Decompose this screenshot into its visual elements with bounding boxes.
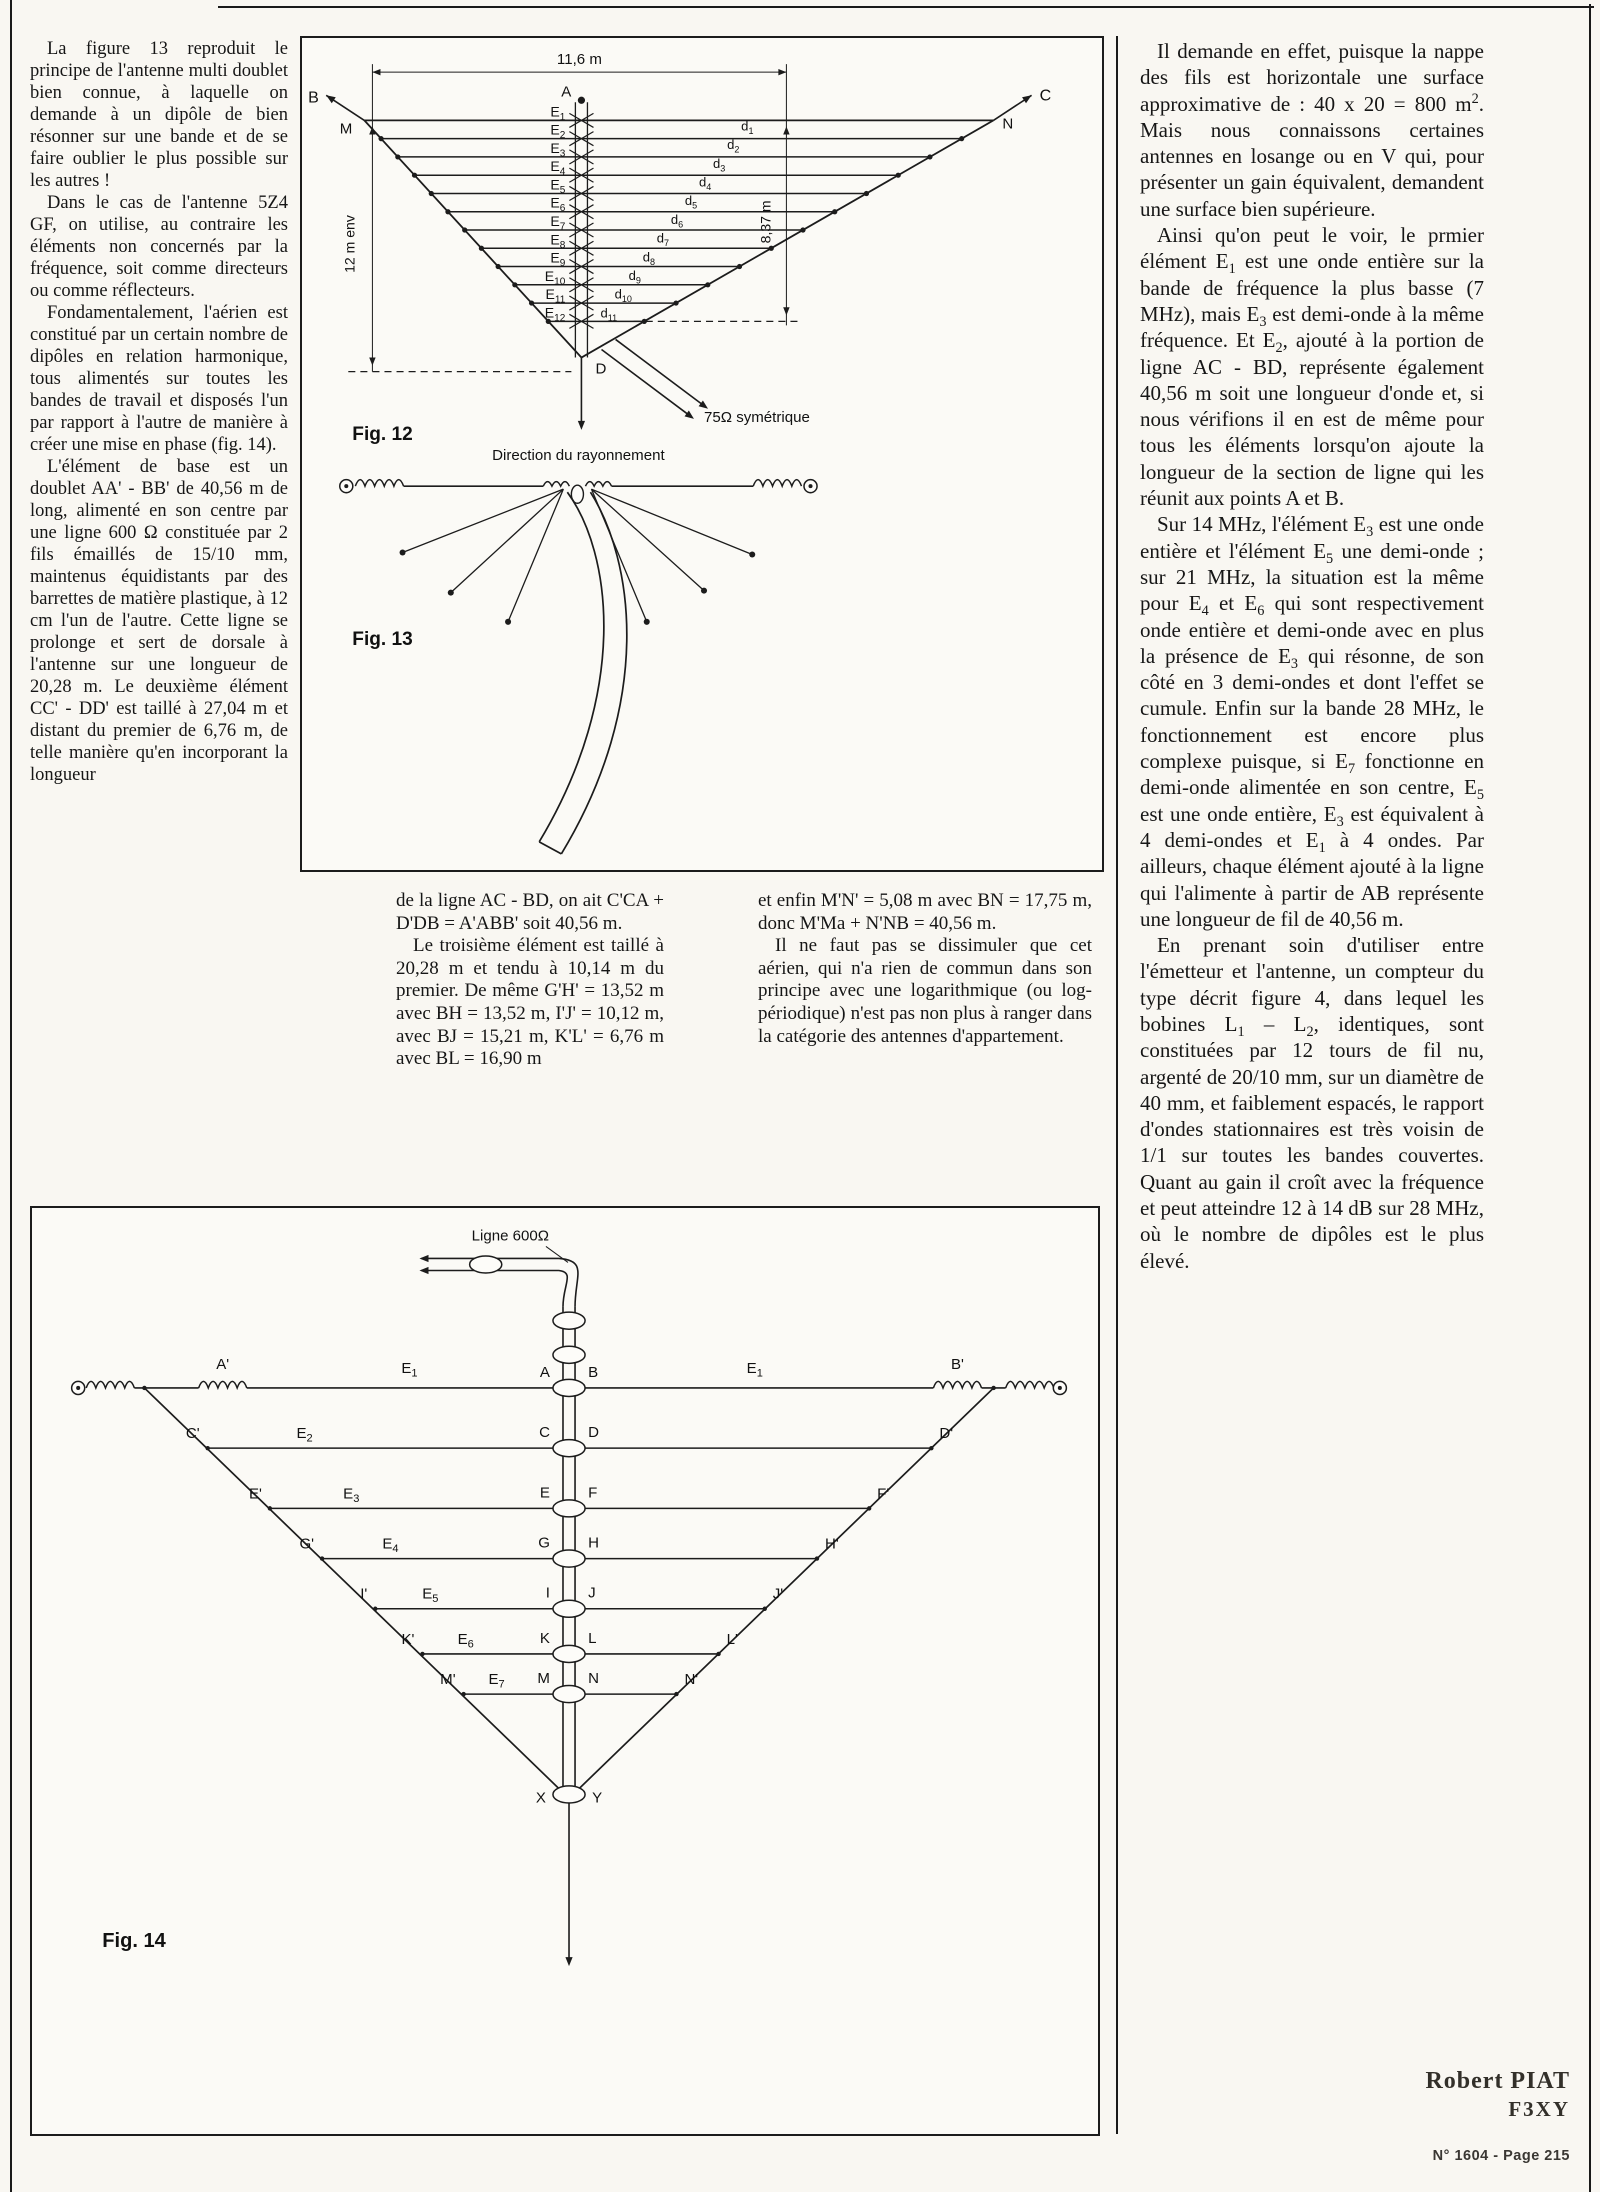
spacer-oval	[553, 1346, 585, 1363]
junction-dot	[674, 1692, 678, 1696]
figure-line	[451, 489, 564, 592]
arrowhead-icon	[419, 1267, 428, 1274]
figure-line	[539, 842, 561, 854]
figure-line	[591, 489, 752, 554]
element-label: $E_1$	[746, 1359, 763, 1380]
text-column-1	[30, 38, 288, 786]
junction-dot	[496, 264, 501, 269]
paragraph: de la ligne AC - BD, on ait C'CA + D'DB = A'ABB' soit 40,56 m.	[396, 890, 664, 934]
text-column-2	[396, 890, 664, 1071]
junction-dot	[644, 619, 650, 625]
junction-dot	[505, 619, 511, 625]
segment-label: $d_7$	[656, 230, 670, 249]
junction-dot	[832, 209, 837, 214]
fig14-caption: Fig. 14	[102, 1930, 166, 1953]
junction-dot	[991, 1386, 995, 1390]
point-m-label: M	[339, 120, 353, 138]
segment-label: $d_6$	[670, 211, 684, 230]
feeder-curve	[561, 492, 626, 854]
element-label: $E_1$	[550, 103, 566, 123]
junction-dot	[716, 1652, 720, 1656]
insulator-dot	[344, 484, 348, 488]
end-label: I'	[360, 1585, 368, 1603]
figure-line	[616, 339, 704, 405]
insulator-dot	[1058, 1386, 1062, 1390]
column-separator-rule	[1116, 36, 1118, 2134]
junction-dot	[864, 191, 869, 196]
element-label: $E_6$	[550, 194, 566, 215]
paragraph: La figure 13 reproduit le principe de l'antenne multi doublet bien connue, à laquelle on demande à un dipôle de bien résonner sur une bande et de se faire oublier le plus possible sur les autres !	[30, 39, 288, 191]
element-label: $E_1$	[401, 1359, 418, 1380]
point-d-label: D	[595, 360, 607, 378]
spacer-oval	[553, 1786, 585, 1803]
segment-label: $d_9$	[628, 267, 641, 286]
junction-dot	[929, 1446, 933, 1450]
end-label: E'	[248, 1485, 262, 1503]
junction-dot	[896, 173, 901, 178]
junction-dot	[412, 173, 417, 178]
ladder-point-label: F	[588, 1484, 598, 1502]
text-column-3	[758, 890, 1092, 1048]
junction-dot	[769, 246, 774, 251]
ladder-point-label: B	[588, 1363, 599, 1381]
coil-icon	[86, 1381, 134, 1388]
fig12-fig13-diagram	[302, 38, 1102, 870]
page-number: N° 1604 - Page 215	[1432, 2148, 1570, 2164]
left-edge-rule	[10, 0, 12, 2192]
figure-line	[591, 489, 704, 590]
end-label: D'	[939, 1425, 954, 1443]
spacer-oval	[553, 1379, 585, 1396]
element-label: $E_9$	[550, 249, 566, 270]
point-n-label: N	[1002, 115, 1014, 133]
junction-dot	[142, 1386, 146, 1390]
spacer-oval	[553, 1686, 585, 1703]
figure-14-frame	[30, 1206, 1100, 2136]
arrowhead-icon	[565, 1957, 572, 1966]
junction-dot	[205, 1446, 209, 1450]
junction-dot	[705, 282, 710, 287]
junction-dot	[815, 1556, 819, 1560]
arrowhead-icon	[324, 92, 336, 103]
ligne-600-label: Ligne 600Ω	[471, 1227, 550, 1245]
ladder-point-label: D	[588, 1424, 599, 1442]
figure-line	[602, 349, 690, 415]
element-label: $E_{10}$	[544, 267, 566, 288]
feed-impedance-label: 75Ω symétrique	[704, 408, 810, 426]
coil-icon	[355, 480, 403, 487]
end-label: L'	[726, 1630, 738, 1648]
figure-curve	[559, 1270, 567, 1306]
arrowhead-icon	[783, 307, 789, 315]
element-label: $E_2$	[296, 1425, 313, 1445]
figure-line	[403, 489, 564, 552]
point-a-label: A	[561, 83, 572, 101]
fig13-title: Direction du rayonnement	[492, 447, 665, 465]
figure-12-13-frame	[300, 36, 1104, 872]
ladder-point-label: G	[538, 1534, 550, 1552]
element-label: $E_{12}$	[544, 304, 566, 324]
junction-dot	[462, 227, 467, 232]
junction-dot	[529, 300, 534, 305]
end-label: J'	[772, 1585, 784, 1603]
point-b-label: B	[308, 88, 319, 107]
segment-label: $d_2$	[727, 137, 740, 155]
junction-dot	[448, 590, 454, 596]
right-edge-rule	[1589, 4, 1591, 2192]
ladder-point-label: K	[539, 1629, 550, 1647]
junction-dot	[445, 209, 450, 214]
paragraph: Sur 14 MHz, l'élément $E_3$ est une onde entière et l'élément $E_5$ une demi-onde ; sur 21 MHz, la situation est la même pour $E_4$ et $E_6$ qui sont respectivement onde entière et demi-onde avec en plus la présence de $E_3$ qui résonne, de son côté en 3 demi-ondes et dont l'effet se cumule. Enfin sur la bande 28 MHz, le fonctionnement est encore plus complexe puisque, si $E_7$ fonctionne en demi-onde alimentée en son centre, $E_5$ est une onde entière, $E_3$ est équivalent à 4 demi-ondes et $E_1$ à 4 ondes. Par ailleurs, chaque élément ajouté à la ligne qui l'alimente à partir de AB représente une longueur de fil de 40,56 m.	[1140, 512, 1485, 931]
junction-dot	[763, 1607, 767, 1611]
junction-dot	[927, 154, 932, 159]
point-c-label: C	[1039, 86, 1052, 105]
ladder-point-label: H	[588, 1534, 599, 1552]
element-label: $E_4$	[550, 158, 566, 178]
arrowhead-icon	[369, 358, 375, 366]
author-signature	[1240, 2068, 1570, 2122]
coil-icon	[585, 482, 611, 487]
element-label: $E_{11}$	[545, 286, 566, 306]
fig14-diagram	[32, 1208, 1098, 2134]
dim-right-label: 8,37 m	[757, 200, 774, 244]
ladder-point-label: M	[537, 1670, 550, 1688]
junction-dot	[373, 1607, 377, 1611]
top-rule	[218, 6, 1594, 8]
segment-label: $d_4$	[698, 174, 712, 193]
paragraph: En prenant soin d'utiliser entre l'émetteur et l'antenne, un compteur du type décrit figure 4, dans lequel les bobines $L_1 - L_2$, identiques, sont constituées par 12 tours de fil nu, argenté de 20/10 mm, sur un diamètre de 40 mm, et faiblement espacés, le rapport d'ondes stationnaires est très voisin de 1/1 sur toutes les bandes couvertes. Quant au gain il croît avec la fréquence et peut atteindre 12 à 14 dB sur 28 MHz, où le nombre de dipôles est le plus élevé.	[1140, 933, 1484, 1273]
junction-dot	[800, 227, 805, 232]
spacer-oval	[553, 1645, 585, 1662]
paragraph: L'élément de base est un doublet AA' - BB' de 40,56 m de long, alimenté en son centre par une ligne 600 Ω constituée par 2 fils émaillés de 15/10 mm, maintenus équidistants par des barrettes de matière plastique, à 12 cm l'un de l'autre. Cette ligne se prolonge et sert de dorsale à l'antenne sur une longueur de 20,28 m. Le deuxième élément CC' - DD' est taillé à 27,04 m et distant du premier de 6,76 m, de telle manière qu'en incorporant la longueur	[30, 457, 288, 785]
paragraph: Il demande en effet, puisque la nappe des fils est horizontale une surface approximative de : 40 x 20 = 800 $m^2$. Mais nous connaissons certaines antennes en losange ou en V qui, pour présenter un gain équivalent, demandent une surface bien supérieure.	[1140, 39, 1484, 221]
ladder-point-label: Y	[592, 1789, 603, 1807]
element-label: $E_8$	[550, 231, 566, 251]
junction-dot	[578, 97, 585, 104]
ladder-point-label: C	[539, 1424, 550, 1442]
text-column-4	[1140, 38, 1484, 1274]
element-label: $E_3$	[550, 139, 566, 160]
coil-icon	[199, 1381, 247, 1388]
ladder-point-label: I	[545, 1584, 550, 1602]
fig12-caption: Fig. 12	[352, 423, 413, 445]
junction-dot	[420, 1652, 424, 1656]
element-label: $E_4$	[382, 1535, 399, 1556]
dim-left-label: 12 m env	[341, 215, 358, 273]
junction-dot	[701, 588, 707, 594]
author-name: Robert PIAT	[1425, 2068, 1570, 2094]
junction-dot	[959, 136, 964, 141]
arrowhead-icon	[778, 69, 786, 75]
figure-curve	[559, 1258, 578, 1306]
element-label: $E_5$	[550, 176, 566, 196]
segment-label: $d_{10}$	[614, 286, 632, 305]
spacer-oval	[553, 1440, 585, 1457]
paragraph: Le troisième élément est taillé à 20,28 m et tendu à 10,14 m du premier. De même G'H' = 13,52 m avec BH = 13,52 m, I'J' = 10,12 m, avec BJ = 15,21 m, K'L' = 6,76 m avec BL = 16,90 m	[396, 935, 664, 1070]
arrowhead-icon	[419, 1255, 428, 1262]
junction-dot	[479, 246, 484, 251]
figure-line	[546, 1246, 568, 1262]
insulator-dot	[76, 1386, 80, 1390]
junction-dot	[429, 191, 434, 196]
dim-top-label: 11,6 m	[556, 51, 602, 69]
element-label: $E_2$	[550, 121, 566, 142]
ladder-point-label: N	[588, 1670, 599, 1688]
end-label: F'	[877, 1485, 890, 1503]
paragraph: Ainsi qu'on peut le voir, le prmier élément $E_1$ est une onde entière sur la bande de fréquence la plus basse (7 MHz), mais $E_3$ est demi-onde à la même fréquence. Et $E_2$, ajouté à la portion de ligne AC - BD, représente également 40,56 m soit une longueur d'onde et, si nous vérifions il en est de même pour tous les éléments lorsqu'on ajoute la longueur de la section de ligne qui les réunit aux points A et B.	[1140, 223, 1484, 511]
ladder-point-label: J	[588, 1584, 596, 1602]
junction-dot	[737, 264, 742, 269]
coil-icon	[543, 482, 569, 487]
segment-label: $d_3$	[713, 155, 726, 174]
paragraph: et enfin M'N' = 5,08 m avec BN = 17,75 m, donc M'Ma + N'NB = 40,56 m.	[758, 890, 1092, 934]
element-label: $E_5$	[422, 1585, 439, 1606]
insulator-dot	[809, 484, 813, 488]
paragraph: Dans le cas de l'antenne 5Z4 GF, on utilise, au contraire les éléments non concernés par la fréquence, soit comme directeurs ou comme réflecteurs.	[30, 193, 288, 301]
spacer-oval	[553, 1550, 585, 1567]
ladder-point-label: X	[535, 1789, 546, 1807]
junction-dot	[673, 300, 678, 305]
junction-dot	[320, 1556, 324, 1560]
junction-dot	[400, 549, 406, 555]
segment-label: $d_5$	[684, 193, 698, 211]
ladder-point-label: E	[539, 1484, 550, 1502]
coil-icon	[1006, 1381, 1054, 1388]
junction-dot	[461, 1692, 465, 1696]
figure-line	[508, 489, 563, 622]
element-label: $E_3$	[343, 1485, 360, 1505]
coil-icon	[933, 1381, 981, 1388]
junction-dot	[378, 136, 383, 141]
end-label: N'	[684, 1671, 699, 1689]
element-label: $E_7$	[550, 212, 566, 233]
author-callsign: F3XY	[1508, 2097, 1570, 2121]
spacer-oval	[553, 1500, 585, 1517]
junction-dot	[512, 282, 517, 287]
segment-label: $d_8$	[642, 249, 656, 267]
arrowhead-icon	[372, 69, 380, 75]
segment-label: $d_1$	[741, 118, 754, 136]
end-label: A'	[216, 1355, 230, 1373]
ladder-point-label: L	[588, 1629, 597, 1647]
paragraph: Il ne faut pas se dissimuler que cet aérien, qui n'a rien de commun dans son principe avec une logarithmique (ou log-périodique) n'est pas non plus à ranger dans la catégorie des antennes d'appartement.	[758, 935, 1092, 1047]
arrowhead-icon	[783, 126, 789, 134]
end-label: C'	[185, 1425, 200, 1443]
segment-label: $d_{11}$	[600, 305, 618, 323]
end-label: B'	[951, 1355, 964, 1373]
junction-dot	[867, 1506, 871, 1510]
coil-icon	[753, 480, 801, 487]
arrowhead-icon	[1022, 92, 1034, 103]
spacer-oval	[470, 1256, 502, 1273]
spacer-oval	[553, 1600, 585, 1617]
element-label: $E_7$	[488, 1671, 505, 1691]
fig13-caption: Fig. 13	[352, 628, 413, 650]
end-label: G'	[299, 1535, 315, 1553]
end-label: H'	[824, 1535, 839, 1553]
spacer-oval	[553, 1312, 585, 1329]
ladder-point-label: A	[539, 1363, 550, 1381]
paragraph: Fondamentalement, l'aérien est constitué par un certain nombre de dipôles en relation harmonique, tous alimentés sur toutes les bandes de travail et disposés l'un par rapport à l'autre de manière à créer une mise en phase (fig. 14).	[30, 303, 288, 455]
junction-dot	[749, 551, 755, 557]
end-label: M'	[440, 1671, 456, 1689]
arrowhead-icon	[578, 421, 585, 430]
junction-dot	[395, 154, 400, 159]
junction-dot	[268, 1506, 272, 1510]
end-label: K'	[401, 1630, 415, 1648]
element-label: $E_6$	[457, 1630, 474, 1651]
